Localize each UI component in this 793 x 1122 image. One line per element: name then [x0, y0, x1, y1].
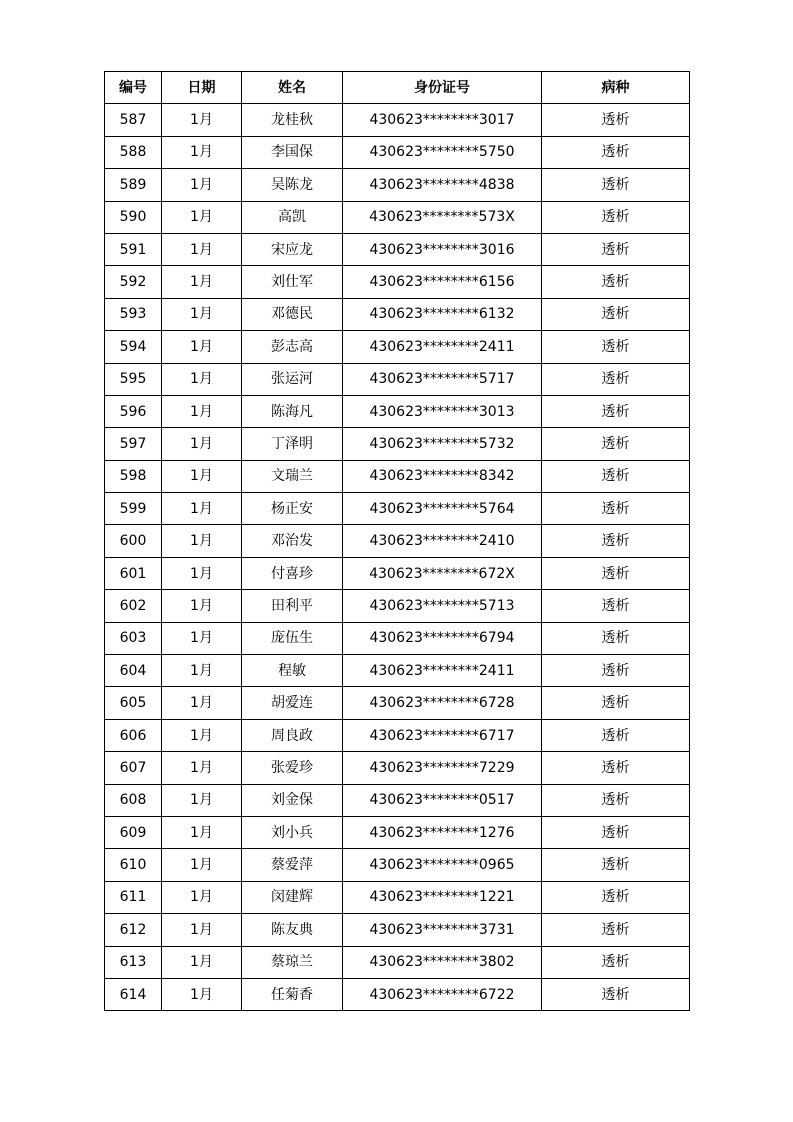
cell-date: 1月: [162, 622, 242, 654]
table-row: [105, 298, 690, 330]
cell-name: 付喜珍: [242, 557, 343, 589]
table-row: [105, 655, 690, 687]
cell-no: 600: [105, 525, 162, 557]
table-row: [105, 493, 690, 525]
cell-no: 603: [105, 622, 162, 654]
cell-date: 1月: [162, 557, 242, 589]
cell-no: 588: [105, 136, 162, 168]
cell-name: 邓德民: [242, 298, 343, 330]
table-row: [105, 525, 690, 557]
table-row: [105, 784, 690, 816]
cell-id-number: 430623********0517: [343, 784, 542, 816]
cell-disease: 透析: [542, 266, 690, 298]
cell-date: 1月: [162, 590, 242, 622]
cell-no: 591: [105, 233, 162, 265]
cell-no: 609: [105, 816, 162, 848]
cell-name: 宋应龙: [242, 233, 343, 265]
cell-id-number: 430623********3731: [343, 914, 542, 946]
table-row: [105, 395, 690, 427]
cell-disease: 透析: [542, 687, 690, 719]
table-row: [105, 881, 690, 913]
table-row: [105, 752, 690, 784]
cell-date: 1月: [162, 169, 242, 201]
cell-no: 595: [105, 363, 162, 395]
cell-id-number: 430623********6722: [343, 978, 542, 1010]
cell-id-number: 430623********1221: [343, 881, 542, 913]
cell-name: 杨正安: [242, 493, 343, 525]
cell-date: 1月: [162, 719, 242, 751]
cell-date: 1月: [162, 428, 242, 460]
cell-no: 587: [105, 104, 162, 136]
cell-disease: 透析: [542, 428, 690, 460]
cell-no: 589: [105, 169, 162, 201]
table-row: [105, 104, 690, 136]
header-no: 编号: [105, 72, 162, 104]
cell-id-number: 430623********5713: [343, 590, 542, 622]
cell-date: 1月: [162, 784, 242, 816]
table-row: [105, 816, 690, 848]
cell-name: 丁泽明: [242, 428, 343, 460]
cell-name: 张运河: [242, 363, 343, 395]
cell-no: 590: [105, 201, 162, 233]
cell-disease: 透析: [542, 590, 690, 622]
cell-name: 陈海凡: [242, 395, 343, 427]
cell-date: 1月: [162, 816, 242, 848]
cell-id-number: 430623********7229: [343, 752, 542, 784]
cell-id-number: 430623********6156: [343, 266, 542, 298]
cell-name: 高凯: [242, 201, 343, 233]
cell-id-number: 430623********6728: [343, 687, 542, 719]
cell-name: 田利平: [242, 590, 343, 622]
cell-disease: 透析: [542, 169, 690, 201]
cell-no: 608: [105, 784, 162, 816]
cell-disease: 透析: [542, 622, 690, 654]
cell-no: 596: [105, 395, 162, 427]
cell-date: 1月: [162, 298, 242, 330]
cell-date: 1月: [162, 849, 242, 881]
cell-name: 任菊香: [242, 978, 343, 1010]
cell-date: 1月: [162, 395, 242, 427]
cell-date: 1月: [162, 493, 242, 525]
cell-name: 刘金保: [242, 784, 343, 816]
cell-name: 蔡琼兰: [242, 946, 343, 978]
cell-disease: 透析: [542, 363, 690, 395]
cell-id-number: 430623********5750: [343, 136, 542, 168]
table-row: [105, 557, 690, 589]
cell-no: 610: [105, 849, 162, 881]
cell-date: 1月: [162, 363, 242, 395]
table-row: [105, 201, 690, 233]
cell-name: 陈友典: [242, 914, 343, 946]
cell-id-number: 430623********5717: [343, 363, 542, 395]
cell-date: 1月: [162, 136, 242, 168]
cell-date: 1月: [162, 266, 242, 298]
table-row: [105, 233, 690, 265]
table-row: [105, 460, 690, 492]
table-row: [105, 136, 690, 168]
cell-date: 1月: [162, 881, 242, 913]
table-row: [105, 946, 690, 978]
cell-no: 593: [105, 298, 162, 330]
table-header: [105, 72, 690, 104]
cell-name: 吴陈龙: [242, 169, 343, 201]
cell-name: 周良政: [242, 719, 343, 751]
cell-date: 1月: [162, 201, 242, 233]
cell-name: 蔡爱萍: [242, 849, 343, 881]
cell-date: 1月: [162, 687, 242, 719]
cell-date: 1月: [162, 946, 242, 978]
cell-name: 张爱珍: [242, 752, 343, 784]
cell-id-number: 430623********3017: [343, 104, 542, 136]
table-row: [105, 849, 690, 881]
cell-no: 606: [105, 719, 162, 751]
cell-no: 594: [105, 331, 162, 363]
cell-disease: 透析: [542, 752, 690, 784]
cell-date: 1月: [162, 914, 242, 946]
cell-no: 598: [105, 460, 162, 492]
cell-date: 1月: [162, 233, 242, 265]
cell-name: 彭志高: [242, 331, 343, 363]
cell-name: 龙桂秋: [242, 104, 343, 136]
cell-date: 1月: [162, 655, 242, 687]
cell-disease: 透析: [542, 460, 690, 492]
table-row: [105, 266, 690, 298]
cell-id-number: 430623********5732: [343, 428, 542, 460]
cell-date: 1月: [162, 525, 242, 557]
cell-disease: 透析: [542, 914, 690, 946]
cell-disease: 透析: [542, 201, 690, 233]
cell-no: 613: [105, 946, 162, 978]
cell-id-number: 430623********672X: [343, 557, 542, 589]
table-row: [105, 169, 690, 201]
cell-disease: 透析: [542, 816, 690, 848]
cell-name: 刘小兵: [242, 816, 343, 848]
cell-disease: 透析: [542, 946, 690, 978]
cell-no: 614: [105, 978, 162, 1010]
cell-no: 611: [105, 881, 162, 913]
header-id-number: 身份证号: [343, 72, 542, 104]
cell-no: 601: [105, 557, 162, 589]
cell-disease: 透析: [542, 849, 690, 881]
cell-no: 592: [105, 266, 162, 298]
cell-name: 李国保: [242, 136, 343, 168]
cell-id-number: 430623********2410: [343, 525, 542, 557]
cell-no: 607: [105, 752, 162, 784]
cell-no: 599: [105, 493, 162, 525]
table-row: [105, 914, 690, 946]
cell-disease: 透析: [542, 784, 690, 816]
cell-disease: 透析: [542, 978, 690, 1010]
cell-date: 1月: [162, 331, 242, 363]
cell-date: 1月: [162, 978, 242, 1010]
cell-id-number: 430623********8342: [343, 460, 542, 492]
cell-name: 文瑞兰: [242, 460, 343, 492]
header-row: [105, 72, 690, 104]
cell-no: 597: [105, 428, 162, 460]
cell-id-number: 430623********4838: [343, 169, 542, 201]
cell-disease: 透析: [542, 331, 690, 363]
header-disease: 病种: [542, 72, 690, 104]
table-row: [105, 978, 690, 1010]
cell-no: 604: [105, 655, 162, 687]
header-date: 日期: [162, 72, 242, 104]
cell-name: 邓治发: [242, 525, 343, 557]
table-body: [105, 104, 690, 1011]
cell-disease: 透析: [542, 655, 690, 687]
cell-disease: 透析: [542, 104, 690, 136]
cell-name: 庞伍生: [242, 622, 343, 654]
cell-id-number: 430623********0965: [343, 849, 542, 881]
cell-id-number: 430623********6794: [343, 622, 542, 654]
cell-no: 602: [105, 590, 162, 622]
table-row: [105, 428, 690, 460]
cell-id-number: 430623********6717: [343, 719, 542, 751]
cell-name: 程敏: [242, 655, 343, 687]
cell-no: 612: [105, 914, 162, 946]
cell-id-number: 430623********3013: [343, 395, 542, 427]
header-name: 姓名: [242, 72, 343, 104]
cell-disease: 透析: [542, 493, 690, 525]
cell-disease: 透析: [542, 881, 690, 913]
cell-id-number: 430623********6132: [343, 298, 542, 330]
cell-disease: 透析: [542, 395, 690, 427]
table-row: [105, 622, 690, 654]
cell-disease: 透析: [542, 136, 690, 168]
cell-disease: 透析: [542, 298, 690, 330]
cell-date: 1月: [162, 104, 242, 136]
cell-date: 1月: [162, 752, 242, 784]
table-row: [105, 687, 690, 719]
cell-id-number: 430623********2411: [343, 655, 542, 687]
table-row: [105, 363, 690, 395]
cell-name: 闵建辉: [242, 881, 343, 913]
cell-disease: 透析: [542, 525, 690, 557]
cell-name: 刘仕军: [242, 266, 343, 298]
cell-disease: 透析: [542, 719, 690, 751]
patient-roster-table: [104, 71, 690, 1011]
cell-disease: 透析: [542, 557, 690, 589]
cell-id-number: 430623********1276: [343, 816, 542, 848]
cell-id-number: 430623********2411: [343, 331, 542, 363]
cell-date: 1月: [162, 460, 242, 492]
table-row: [105, 590, 690, 622]
cell-id-number: 430623********573X: [343, 201, 542, 233]
cell-id-number: 430623********5764: [343, 493, 542, 525]
cell-no: 605: [105, 687, 162, 719]
table-row: [105, 331, 690, 363]
table-row: [105, 719, 690, 751]
cell-disease: 透析: [542, 233, 690, 265]
cell-name: 胡爱连: [242, 687, 343, 719]
cell-id-number: 430623********3016: [343, 233, 542, 265]
cell-id-number: 430623********3802: [343, 946, 542, 978]
